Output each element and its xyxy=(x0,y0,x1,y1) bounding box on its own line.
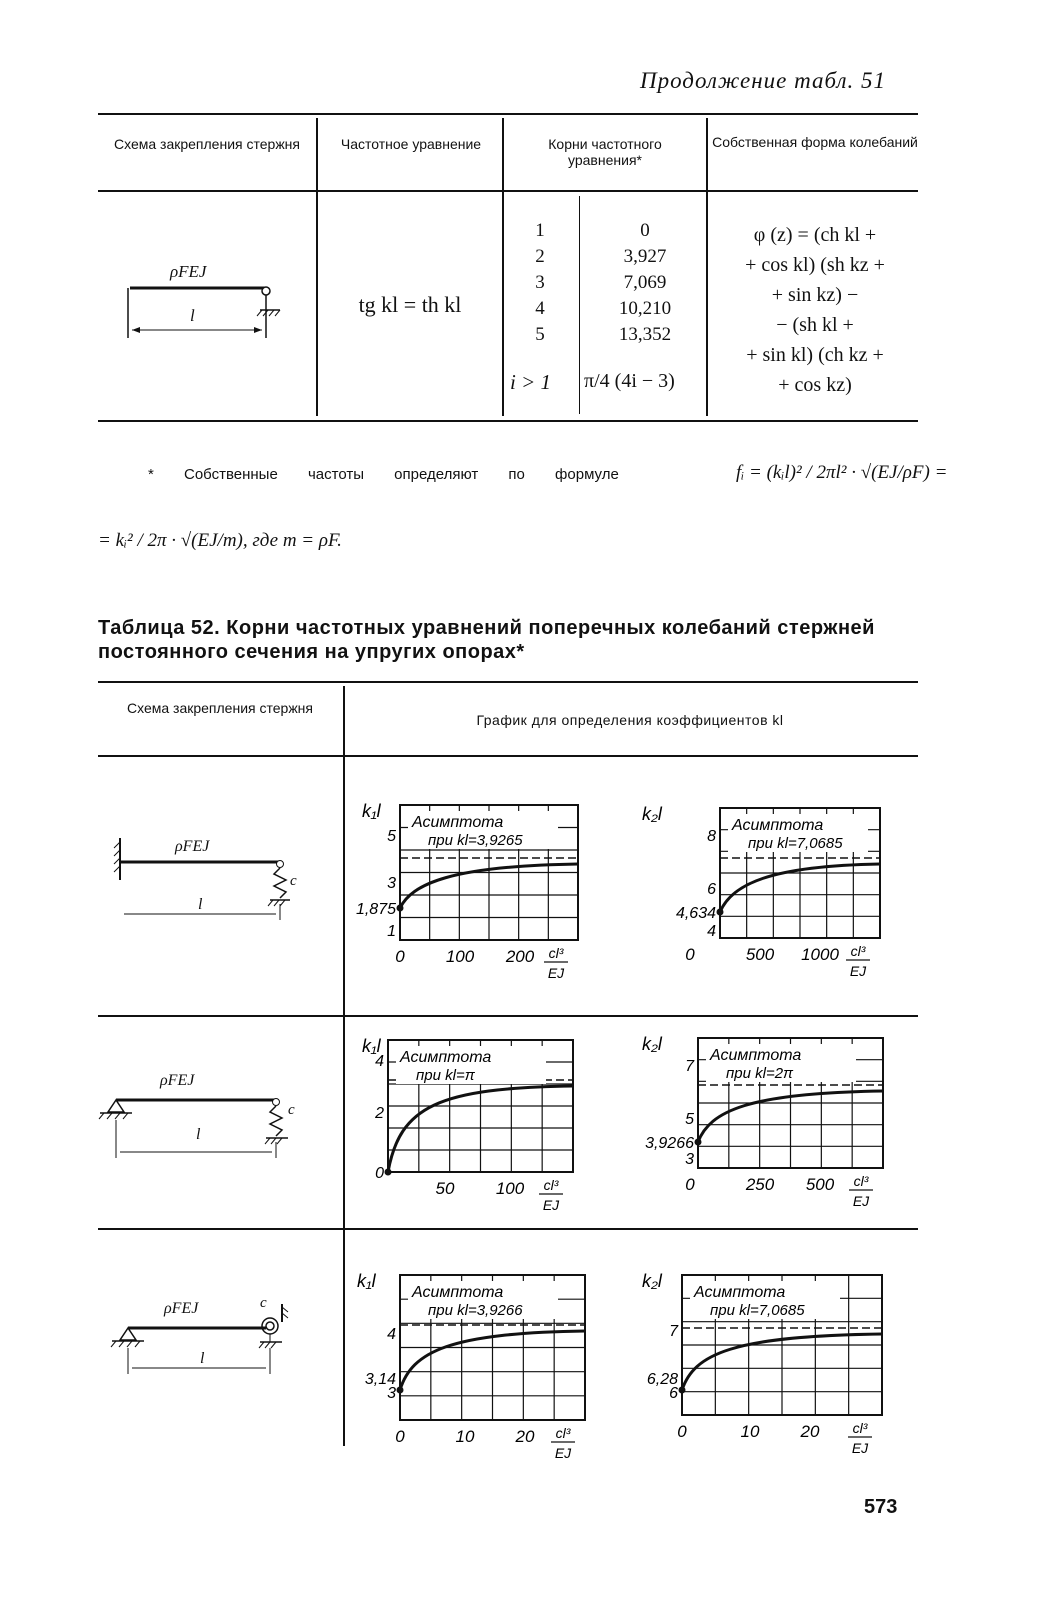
row1-scheme-length: l xyxy=(198,896,203,913)
graph-1-2-xtick: 1000 xyxy=(801,945,839,964)
table51-header-scheme: Схема закрепления стержня xyxy=(113,136,300,152)
row2-scheme-label: ρFEJ xyxy=(160,1072,195,1089)
table52-header-rule xyxy=(98,755,918,757)
graph-2-2-xtick: 500 xyxy=(805,1175,835,1194)
mode-line: + cos kz) xyxy=(778,374,852,396)
graph-2-2-ytick: 3,9266 xyxy=(645,1135,694,1152)
mode-line: − (sh kl + xyxy=(776,314,854,336)
graph-1-2-ytick: 8 xyxy=(707,828,716,845)
table51-scheme-label: ρFEJ xyxy=(170,262,207,281)
graph-1-1-xtick: 100 xyxy=(445,947,475,966)
row3-scheme-length: l xyxy=(200,1350,205,1367)
graph-2-2-xtick: 0 xyxy=(685,1175,695,1194)
graph-2-2-ylabel: k₂l xyxy=(642,1034,662,1054)
graph-2-2-start-point xyxy=(695,1139,702,1146)
table51-mode-shape xyxy=(712,220,918,400)
graph-1-1-xtick: 200 xyxy=(505,947,535,966)
row2-scheme-length: l xyxy=(196,1126,201,1143)
graph-3-1-xtick: 20 xyxy=(515,1427,535,1446)
graph-3-2-ylabel: k₂l xyxy=(642,1271,662,1291)
root-index: 5 xyxy=(535,324,545,345)
row1-beam-scheme xyxy=(110,830,320,950)
graph-1-1-asymptote-label: Асимптота xyxy=(412,814,504,831)
table51-header-mode: Собственная форма колебаний xyxy=(712,134,918,150)
root-value: 7,069 xyxy=(623,272,667,293)
table51-beam-scheme xyxy=(120,258,300,348)
graph-2-1-ytick: 0 xyxy=(375,1165,384,1182)
graph-1-2-xtick: 0 xyxy=(685,945,695,964)
graph-2-2-xunit-num: cl³ xyxy=(853,1173,869,1189)
graph-1-2-xunit-num: cl³ xyxy=(850,943,866,959)
root-index: 1 xyxy=(535,220,545,241)
footnote-text: * Собственные частоты определяют по формуле xyxy=(148,466,619,483)
table52-row-divider-1 xyxy=(98,1015,918,1017)
graph-3-2-start-point xyxy=(679,1387,686,1394)
graph-3-1-ytick: 3,14 xyxy=(364,1371,396,1388)
table52-header-scheme: Схема закрепления стержня xyxy=(126,700,313,716)
table51-col-divider-3 xyxy=(706,118,708,416)
graph-1-2-ylabel: k₂l xyxy=(642,804,662,824)
graph-1-2-asymptote-value: при kl=7,0685 xyxy=(748,835,843,852)
graph-2-2-ytick: 3 xyxy=(685,1151,694,1168)
table51-general-root: π/4 (4i − 3) xyxy=(584,370,675,392)
graph-1-1-xtick: 0 xyxy=(395,947,405,966)
graph-1-1-ytick: 5 xyxy=(387,828,396,845)
graph-1-1-xunit-den: EJ xyxy=(547,965,565,981)
table51-header-rule xyxy=(98,190,918,192)
graph-1-2-asymptote-label: Асимптота xyxy=(732,817,824,834)
graph-row2-k1 xyxy=(360,1030,590,1220)
table51-root-values xyxy=(590,218,700,348)
table51-bottom-rule xyxy=(98,420,918,422)
graph-2-2-ytick: 7 xyxy=(685,1058,694,1075)
root-value: 13,352 xyxy=(618,324,672,345)
graph-row3-k2 xyxy=(640,1265,900,1456)
root-index: 2 xyxy=(535,246,545,267)
graph-3-2-ytick: 6 xyxy=(669,1385,678,1402)
graph-3-1-xunit-den: EJ xyxy=(554,1445,572,1461)
row1-scheme-label: ρFEJ xyxy=(175,838,210,855)
graph-2-1-asymptote-label: Асимптота xyxy=(400,1049,492,1066)
graph-3-2-xtick: 10 xyxy=(740,1422,760,1441)
row2-scheme-spring: c xyxy=(288,1102,295,1118)
graph-3-1-xunit-num: cl³ xyxy=(555,1425,571,1441)
graph-3-2-ytick: 7 xyxy=(669,1323,678,1340)
root-index: 3 xyxy=(535,272,545,293)
graph-3-2-asymptote-label: Асимптота xyxy=(694,1284,786,1301)
graph-1-1-xunit-num: cl³ xyxy=(548,945,564,961)
table51-top-rule xyxy=(98,113,918,115)
table51-root-indices xyxy=(520,218,560,348)
graph-2-2-xunit-den: EJ xyxy=(852,1193,870,1209)
table52-header-graph: График для определения коэффициентов kl xyxy=(476,712,784,728)
table52-col-divider xyxy=(343,686,345,1446)
table51-equation: tg kl = th kl xyxy=(358,292,462,317)
graph-1-2-ytick: 4 xyxy=(707,923,716,940)
graph-3-2-xunit-den: EJ xyxy=(851,1440,869,1456)
graph-1-1-ytick: 1 xyxy=(387,923,396,940)
graph-2-2-ytick: 5 xyxy=(685,1111,694,1128)
page-number: 573 xyxy=(864,1496,898,1518)
mode-line: + sin kl) (ch kz + xyxy=(746,344,884,366)
table51-col-divider-1 xyxy=(316,118,318,416)
graph-row1-k2 xyxy=(640,800,900,1000)
row3-beam-scheme xyxy=(106,1298,316,1398)
graph-3-1-ytick: 4 xyxy=(387,1326,396,1343)
table51-col-divider-2 xyxy=(502,118,504,416)
graph-3-2-xunit-num: cl³ xyxy=(852,1420,868,1436)
mode-line: + sin kz) − xyxy=(771,284,859,306)
footnote-formula-1: fᵢ = (kᵢl)² / 2πl² · √(EJ/ρF) = xyxy=(736,462,948,483)
graph-2-1-asymptote-value: при kl=π xyxy=(416,1067,475,1084)
graph-2-1-xtick: 50 xyxy=(435,1179,455,1198)
row3-scheme-label: ρFEJ xyxy=(164,1300,199,1317)
table51-general-index: i > 1 xyxy=(510,370,552,394)
graph-1-2-start-point xyxy=(717,909,724,916)
root-index: 4 xyxy=(535,298,545,319)
graph-3-1-xtick: 10 xyxy=(455,1427,475,1446)
graph-2-1-ytick: 2 xyxy=(375,1105,384,1122)
table52-row-divider-2 xyxy=(98,1228,918,1230)
graph-3-1-ytick: 3 xyxy=(387,1385,396,1402)
graph-2-1-xunit-num: cl³ xyxy=(543,1177,559,1193)
graph-1-2-ytick: 6 xyxy=(707,881,716,898)
graph-3-2-ytick: 6,28 xyxy=(646,1371,678,1388)
graph-2-2-asymptote-label: Асимптота xyxy=(710,1047,802,1064)
row1-scheme-spring: c xyxy=(290,873,297,889)
graph-3-1-start-point xyxy=(397,1387,404,1394)
table52-top-rule xyxy=(98,681,918,683)
graph-row3-k1 xyxy=(355,1265,595,1461)
graph-1-2-ytick: 4,634 xyxy=(675,905,716,922)
table51-header-roots: Корни частотного уравнения* xyxy=(548,136,662,168)
table52-title: Таблица 52. Корни частотных уравнений поперечных колебаний стержней постоянного сечения на упругих опорах* xyxy=(98,617,875,663)
graph-1-1-asymptote-value: при kl=3,9265 xyxy=(428,832,523,849)
graph-3-2-xtick: 20 xyxy=(800,1422,820,1441)
root-value: 10,210 xyxy=(618,298,672,319)
continuation-label: Продолжение табл. 51 xyxy=(640,68,886,93)
graph-3-2-xtick: 0 xyxy=(677,1422,687,1441)
row3-scheme-spring: c xyxy=(260,1295,267,1311)
graph-1-2-xunit-den: EJ xyxy=(849,963,867,979)
graph-1-1-start-point xyxy=(397,905,404,912)
row2-beam-scheme xyxy=(96,1080,316,1180)
mode-line: + cos kl) (sh kz + xyxy=(745,254,885,276)
graph-3-2-asymptote-value: при kl=7,0685 xyxy=(710,1302,805,1319)
table51-root-subdivider xyxy=(579,196,580,414)
graph-row2-k2 xyxy=(640,1030,900,1220)
graph-1-1-ylabel: k₁l xyxy=(362,801,381,821)
graph-1-2-xtick: 500 xyxy=(745,945,775,964)
graph-1-1-ytick: 1,875 xyxy=(355,901,396,918)
table51-header-equation: Частотное уравнение xyxy=(340,136,482,152)
footnote-formula-2: = kᵢ² / 2π · √(EJ/m), где m = ρF. xyxy=(98,530,342,551)
graph-2-1-ylabel: k₁l xyxy=(362,1036,381,1056)
graph-1-1-ytick: 3 xyxy=(387,875,396,892)
graph-row1-k1 xyxy=(355,800,590,1000)
root-value: 0 xyxy=(640,220,650,241)
graph-2-1-start-point xyxy=(385,1169,392,1176)
graph-2-2-asymptote-value: при kl=2π xyxy=(726,1065,794,1082)
graph-2-1-xtick: 100 xyxy=(495,1179,525,1198)
table51-scheme-length: l xyxy=(190,306,195,325)
graph-3-1-ylabel: k₁l xyxy=(357,1271,376,1291)
graph-3-1-asymptote-value: при kl=3,9266 xyxy=(428,1302,523,1319)
graph-3-1-asymptote-label: Асимптота xyxy=(412,1284,504,1301)
graph-2-1-xunit-den: EJ xyxy=(542,1197,560,1213)
mode-line: φ (z) = (ch kl + xyxy=(753,224,877,246)
graph-2-1-ytick: 4 xyxy=(375,1053,384,1070)
graph-3-1-xtick: 0 xyxy=(395,1427,405,1446)
root-value: 3,927 xyxy=(623,246,667,267)
graph-2-2-xtick: 250 xyxy=(745,1175,775,1194)
